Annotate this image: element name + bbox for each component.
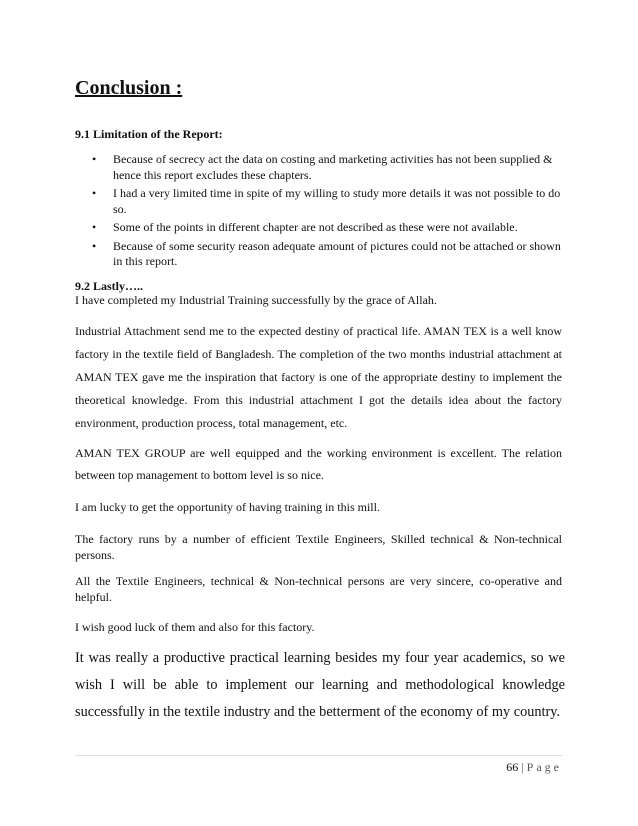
paragraph: I wish good luck of them and also for this factory.: [75, 620, 315, 634]
paragraph: I have completed my Industrial Training successfully by the grace of Allah.: [75, 293, 437, 307]
section-heading-lastly: 9.2 Lastly…..: [75, 279, 144, 293]
list-item: • Because of some security reason adequate amount of pictures could not be attached or shown in this report.: [92, 238, 561, 268]
list-item: • Some of the points in different chapter are not described as these were not available.: [92, 220, 518, 234]
paragraph: I am lucky to get the opportunity of having training in this mill.: [75, 500, 380, 514]
paragraph: It was really a productive practical learning besides my four year academics, so we wish I will be able to implement our learning and methodological knowledge successfully in the textile industry and the betterment of the economy of my country.: [75, 650, 565, 720]
bullet-icon: •: [92, 238, 97, 253]
footer-separator: |: [521, 760, 524, 774]
paragraph: The factory runs by a number of efficient Textile Engineers, Skilled technical & Non-technical persons.: [75, 532, 562, 562]
page-title: Conclusion :: [75, 77, 183, 99]
section-heading-limitations: 9.1 Limitation of the Report:: [75, 127, 223, 141]
paragraph: AMAN TEX GROUP are well equipped and the working environment is excellent. The relation between top management to bottom level is so nice.: [75, 446, 562, 482]
page-number: 66: [506, 760, 519, 774]
page-footer: [506, 760, 562, 775]
footer-divider: [75, 755, 562, 756]
bullet-icon: •: [92, 186, 97, 200]
list-item: • I had a very limited time in spite of my willing to study more details it was not possible to do so.: [92, 186, 561, 216]
limitations-list: [75, 152, 565, 273]
page-label: Page: [526, 760, 562, 774]
bullet-icon: •: [92, 220, 97, 234]
paragraph: Industrial Attachment send me to the expected destiny of practical life. AMAN TEX is a well know factory in the textile field of Bangladesh. The completion of the two months industrial attachment at AMAN TEX gave me the inspiration that factory is one of the appropriate destiny to implement the theoretical knowledge. From this industrial attachment I got the details idea about the factory environment, production process, total management, etc.: [75, 324, 562, 430]
paragraph: All the Textile Engineers, technical & Non-technical persons are very sincere, co-operative and helpful.: [75, 574, 562, 604]
bullet-icon: •: [92, 152, 97, 166]
list-item: • Because of secrecy act the data on costing and marketing activities has not been supplied & hence this report excludes these chapters.: [92, 152, 553, 182]
